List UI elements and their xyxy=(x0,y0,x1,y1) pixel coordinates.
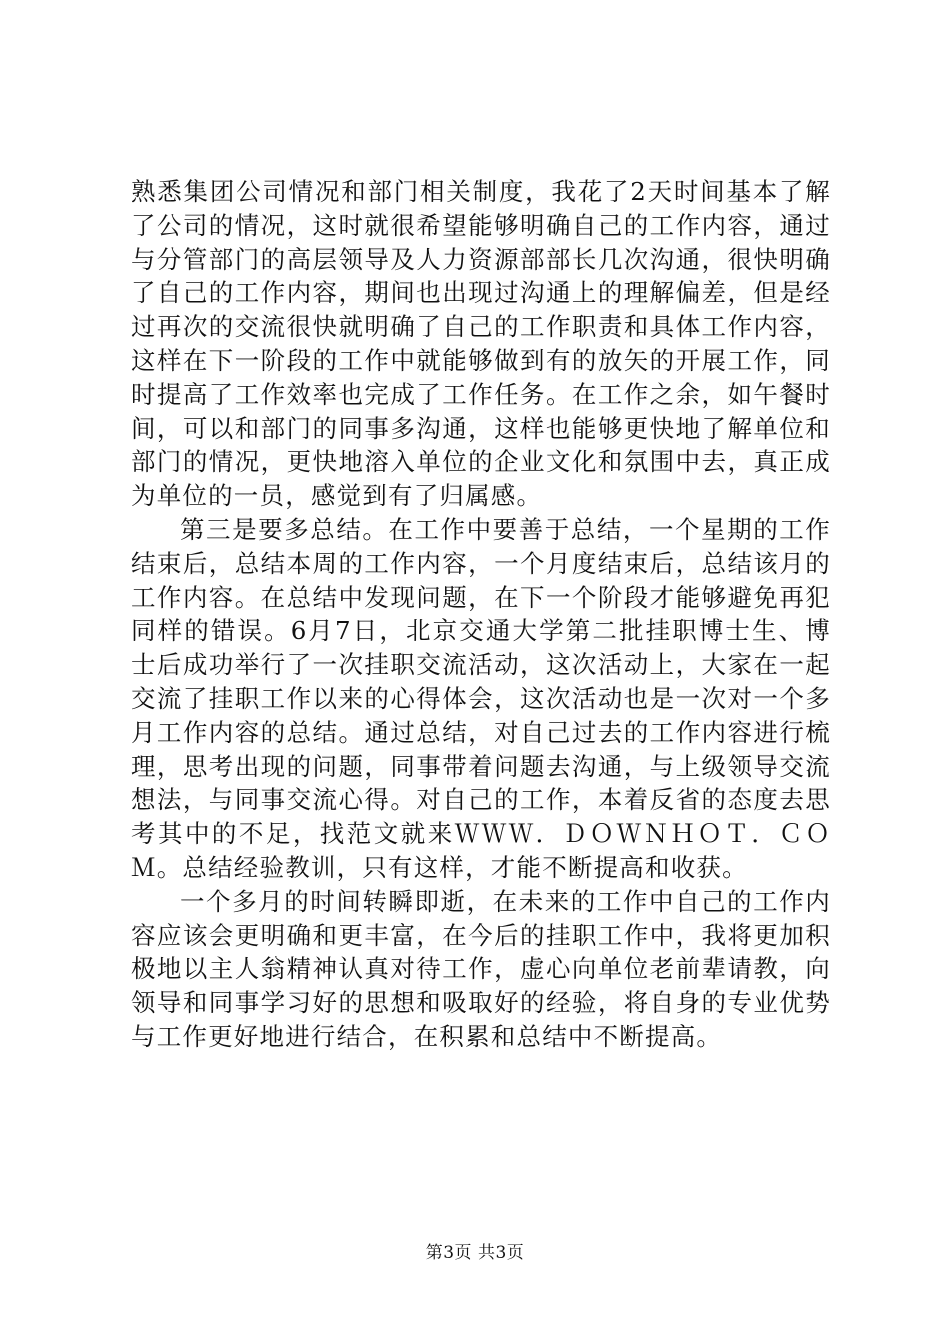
document-body xyxy=(131,175,831,1054)
body-paragraph-summary: 第三是要多总结。在工作中要善于总结，一个星期的工作结束后，总结本周的工作内容，一个月度结束后，总结该月的工作内容。在总结中发现问题，在下一个阶段才能够避免再犯同样的错误。6月7日，北京交通大学第二批挂职博士生、博士后成功举行了一次挂职交流活动，这次活动上，大家在一起交流了挂职工作以来的心得体会，这次活动也是一次对一个多月工作内容的总结。通过总结，对自己过去的工作内容进行梳理，思考出现的问题，同事带着问题去沟通，与上级领导交流想法，与同事交流心得。对自己的工作，本着反省的态度去思考其中的不足，找范文就来ＷＷＷ．ＤＯＷＮＨＯＴ．ＣＯＭ。总结经验教训，只有这样，才能不断提高和收获。 xyxy=(131,514,831,882)
page-number-footer: 第3页 共3页 xyxy=(425,1243,525,1263)
body-paragraph-conclusion: 一个多月的时间转瞬即逝，在未来的工作中自己的工作内容应该会更明确和更丰富，在今后的挂职工作中，我将更加积极地以主人翁精神认真对待工作，虚心向单位老前辈请教，向领导和同事学习好的思想和吸取好的经验，将自身的专业优势与工作更好地进行结合，在积累和总结中不断提高。 xyxy=(131,886,831,1051)
body-paragraph-continued: 熟悉集团公司情况和部门相关制度，我花了2天时间基本了解了公司的情况，这时就很希望能够明确自己的工作内容，通过与分管部门的高层领导及人力资源部部长几次沟通，很快明确了自己的工作内容，期间也出现过沟通上的理解偏差，但是经过再次的交流很快就明确了自己的工作职责和具体工作内容，这样在下一阶段的工作中就能够做到有的放矢的开展工作，同时提高了工作效率也完成了工作任务。在工作之余，如午餐时间，可以和部门的同事多沟通，这样也能够更快地了解单位和部门的情况，更快地溶入单位的企业文化和氛围中去，真正成为单位的一员，感觉到有了归属感。 xyxy=(131,177,831,511)
